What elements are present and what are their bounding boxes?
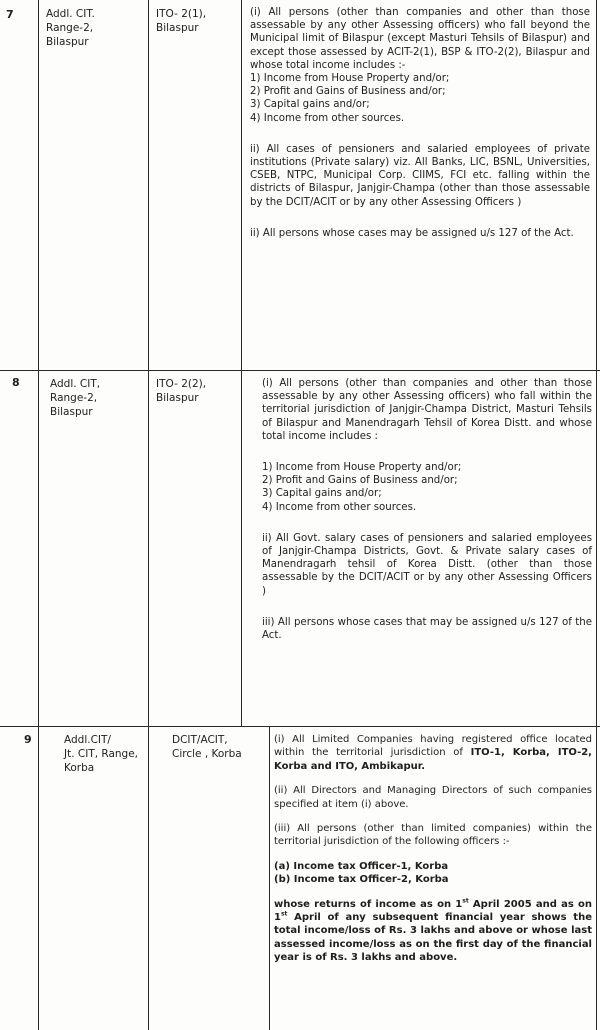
list-item: 3) Capital gains and/or; xyxy=(262,488,382,500)
para-i-officers: ITO-1, Korba, ITO-2, Korba and ITO, Ambikapur. xyxy=(274,747,592,772)
officer-cell xyxy=(156,377,238,405)
jurisdiction-cell xyxy=(250,6,590,240)
column-rule-left xyxy=(38,0,39,1030)
officer-line: Bilaspur xyxy=(156,22,199,34)
officers-list xyxy=(274,860,592,887)
jurisdiction-para-i: (i) All persons (other than companies and other than those assessable by any other Assessing officers) who fall within the territorial jurisdiction of Janjgir-Champa District, Masturi Tehsils of Bilaspur and Manendragarh Tehsil of Korea Distt. and whose total income includes : xyxy=(262,378,592,442)
officer-line: Circle , Korba xyxy=(172,748,242,760)
list-item: 2) Profit and Gains of Business and/or; xyxy=(262,475,458,487)
range-cell xyxy=(46,7,144,49)
list-item: 4) Income from other sources. xyxy=(250,112,405,124)
column-rule-right xyxy=(596,0,597,1030)
row-number: 9 xyxy=(24,733,32,746)
jurisdiction-para-ii: ii) All cases of pensioners and salaried employees of private institutions (Private salary) viz. All Banks, LIC, BSNL, Universities, CSEB, NTPC, Municipal Corp. CIIMS, FCI etc. falling within the districts of Bilaspur, Janjgir-Champa (other than those assessable by the DCIT/ACIT or by any other Assessing Officers ) xyxy=(250,143,590,208)
column-rule-range xyxy=(148,0,149,1030)
row-number: 7 xyxy=(6,8,14,21)
officer-line: Bilaspur xyxy=(156,392,199,404)
returns-condition: whose returns of income as on 1st April 2005 and as on 1st April of any subsequent financial year shows the total income/loss of Rs. 3 lakhs and above or whose last assessed income/loss as on the first day of the financial year is of Rs. 3 lakhs and above. xyxy=(274,897,593,964)
range-line: Addl.CIT/ xyxy=(64,734,111,746)
income-list xyxy=(262,461,592,514)
range-line: Range-2, xyxy=(50,392,98,404)
jurisdiction-cell xyxy=(262,377,592,642)
income-list xyxy=(250,72,590,125)
list-item: 4) Income from other sources. xyxy=(262,501,417,513)
row-number: 8 xyxy=(12,376,20,389)
officer-line: ITO- 2(1), xyxy=(156,8,207,20)
range-cell xyxy=(50,377,144,419)
column-rule-officer-row9 xyxy=(269,726,270,1030)
officer-cell xyxy=(156,7,238,35)
officer-line: DCIT/ACIT, xyxy=(172,734,228,746)
officer-cell xyxy=(172,733,268,761)
jurisdiction-para-iii: (iii) All persons (other than limited companies) within the territorial jurisdiction of the following officers :- xyxy=(274,823,592,848)
list-item: 2) Profit and Gains of Business and/or; xyxy=(250,86,446,98)
jurisdiction-cell xyxy=(274,733,592,965)
list-item: (a) Income tax Officer-1, Korba xyxy=(274,860,449,872)
range-line: Addl. CIT, xyxy=(50,378,101,390)
jurisdiction-para-ii: (ii) All Directors and Managing Directors of such companies specified at item (i) above. xyxy=(274,785,592,810)
range-line: Addl. CIT. xyxy=(46,8,95,20)
range-line: Korba xyxy=(64,762,95,774)
jurisdiction-para-i: (i) All persons (other than companies and other than those assessable by any other Assessing officers) who fall beyond the Municipal limit of Bilaspur (except Masturi Tehsils of Bilaspur) and except those assessed by ACIT-2(1), BSP & ITO-2(2), Bilaspur and whose total income includes :- xyxy=(250,7,590,71)
list-item: 1) Income from House Property and/or; xyxy=(250,73,450,85)
row-divider-7-8 xyxy=(0,370,600,371)
jurisdiction-para-iii: ii) All persons whose cases may be assigned u/s 127 of the Act. xyxy=(250,227,574,239)
range-line: Range-2, xyxy=(46,22,94,34)
list-item: (b) Income tax Officer-2, Korba xyxy=(274,874,449,886)
range-cell xyxy=(64,733,148,775)
column-rule-officer xyxy=(241,0,242,726)
jurisdiction-para-ii: ii) All Govt. salary cases of pensioners and salaried employees of Janjgir-Champa Districts, Govt. & Private salary cases of Manendragarh tehsil of Korea Distt. (other than those assessable by the DCIT/ACIT or by any other Assessing Officers ) xyxy=(262,532,592,597)
range-line: Bilaspur xyxy=(46,36,89,48)
para-i-lead: (i) All Limited Companies having registered office located within the territorial jurisdiction of xyxy=(274,734,592,759)
list-item: 3) Capital gains and/or; xyxy=(250,99,370,111)
range-line: Jt. CIT, Range, xyxy=(64,748,139,760)
list-item: 1) Income from House Property and/or; xyxy=(262,462,462,474)
jurisdiction-para-i xyxy=(274,733,592,773)
jurisdiction-para-iii: iii) All persons whose cases that may be assigned u/s 127 of the Act. xyxy=(262,616,592,642)
officer-line: ITO- 2(2), xyxy=(156,378,207,390)
range-line: Bilaspur xyxy=(50,406,93,418)
row-divider-8-9 xyxy=(0,726,600,727)
